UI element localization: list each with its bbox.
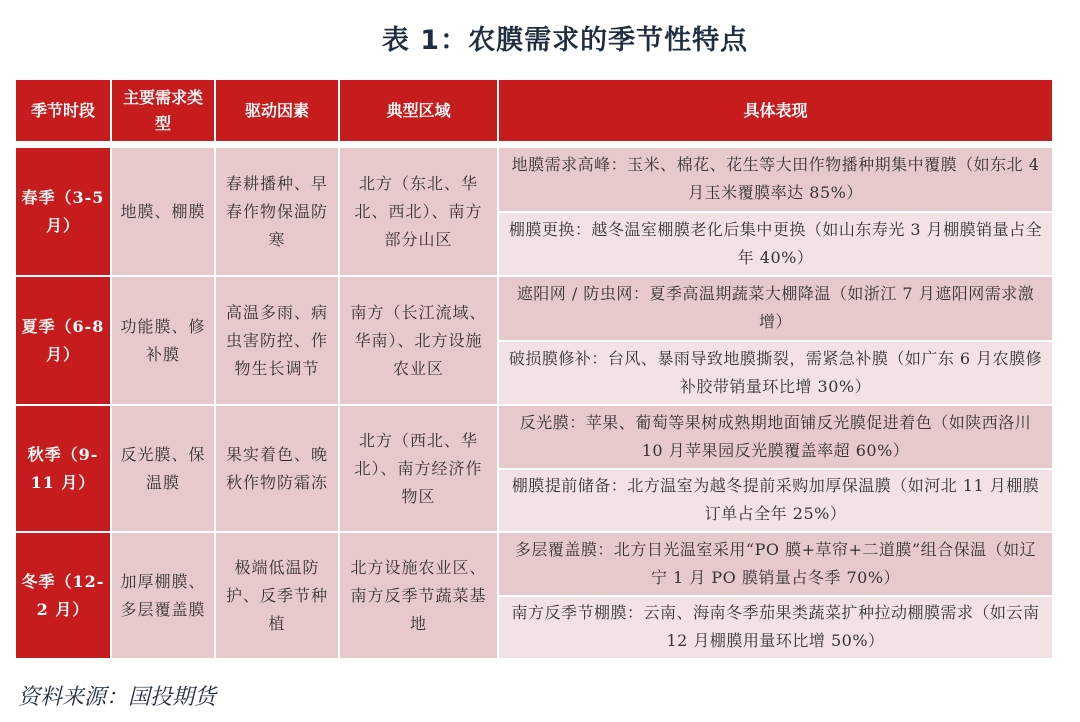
demand-type-cell: 功能膜、修补膜 xyxy=(112,277,214,404)
detail-item: 南方反季节棚膜：云南、海南冬季茄果类蔬菜扩种拉动棚膜需求（如云南 12 月棚膜用量环比增 50%） xyxy=(499,597,1052,659)
table-title: 表 1：农膜需求的季节性特点 xyxy=(381,25,749,56)
drivers-cell: 果实着色、晚秋作物防霜冻 xyxy=(216,406,338,531)
header-season: 季节时段 xyxy=(16,80,110,141)
detail-item: 破损膜修补：台风、暴雨导致地膜撕裂，需紧急补膜（如广东 6 月农膜修补胶带销量环比增 30%） xyxy=(499,342,1052,405)
details-cell xyxy=(499,406,1052,531)
detail-item: 遮阳网 / 防虫网：夏季高温期蔬菜大棚降温（如浙江 7 月遮阳网需求激增） xyxy=(499,277,1052,340)
demand-type-cell: 反光膜、保温膜 xyxy=(112,406,214,531)
demand-type-cell: 地膜、棚膜 xyxy=(112,148,214,275)
detail-item: 棚膜提前储备：北方温室为越冬提前采购加厚保温膜（如河北 11 月棚膜订单占全年 25%） xyxy=(499,470,1052,532)
header-region: 典型区域 xyxy=(340,80,497,141)
details-cell xyxy=(499,533,1052,658)
detail-item: 棚膜更换：越冬温室棚膜老化后集中更换（如山东寿光 3 月棚膜销量占全年 40%） xyxy=(499,213,1052,276)
table-row-summer xyxy=(16,277,1052,404)
table-header-row xyxy=(16,80,1052,141)
region-cell: 南方（长江流域、华南）、北方设施农业区 xyxy=(340,277,497,404)
demand-type-cell: 加厚棚膜、多层覆盖膜 xyxy=(112,533,214,658)
region-cell: 北方（西北、华北）、南方经济作物区 xyxy=(340,406,497,531)
drivers-cell: 极端低温防护、反季节种植 xyxy=(216,533,338,658)
details-cell xyxy=(499,277,1052,404)
header-details: 具体表现 xyxy=(499,80,1052,141)
season-cell: 冬季（12-2 月） xyxy=(16,533,110,658)
detail-item: 地膜需求高峰：玉米、棉花、花生等大田作物播种期集中覆膜（如东北 4 月玉米覆膜率达 85%） xyxy=(499,148,1052,211)
drivers-cell: 高温多雨、病虫害防控、作物生长调节 xyxy=(216,277,338,404)
table-row-spring xyxy=(16,148,1052,275)
season-cell: 春季（3-5月） xyxy=(16,148,110,275)
drivers-cell: 春耕播种、早春作物保温防寒 xyxy=(216,148,338,275)
source-note: 资料来源：国投期货 xyxy=(18,685,217,710)
details-cell xyxy=(499,148,1052,275)
table-row-winter xyxy=(16,533,1052,658)
detail-item: 多层覆盖膜：北方日光温室采用“PO 膜+草帘+二道膜”组合保温（如辽宁 1 月 PO 膜销量占冬季 70%） xyxy=(499,533,1052,595)
season-cell: 夏季（6-8月） xyxy=(16,277,110,404)
header-drivers: 驱动因素 xyxy=(216,80,338,141)
season-cell: 秋季（9-11 月） xyxy=(16,406,110,531)
region-cell: 北方（东北、华北、西北）、南方部分山区 xyxy=(340,148,497,275)
region-cell: 北方设施农业区、南方反季节蔬菜基地 xyxy=(340,533,497,658)
table-row-autumn xyxy=(16,406,1052,531)
detail-item: 反光膜：苹果、葡萄等果树成熟期地面铺反光膜促进着色（如陕西洛川 10 月苹果园反光膜覆盖率超 60%） xyxy=(499,406,1052,468)
seasonal-demand-table xyxy=(16,80,1052,660)
header-demand-type: 主要需求类型 xyxy=(112,80,214,141)
